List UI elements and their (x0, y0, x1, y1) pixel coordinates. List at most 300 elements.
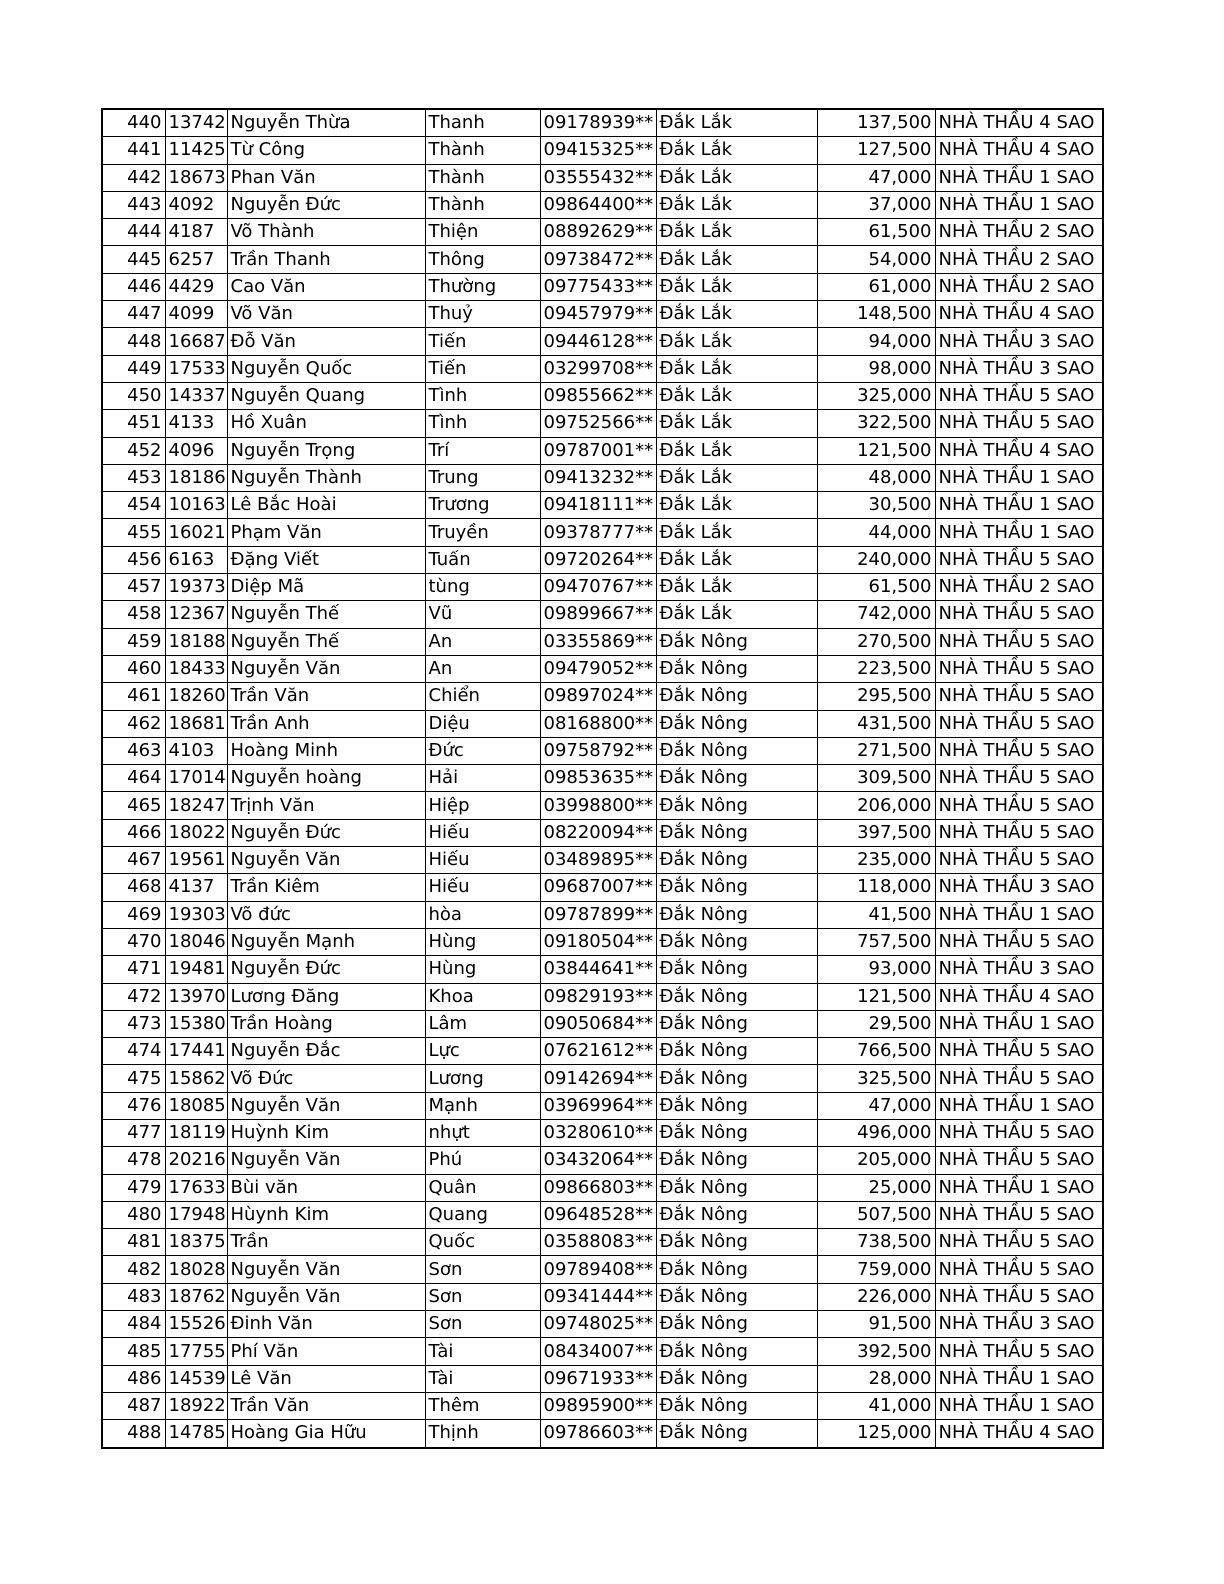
contractor-rank: NHÀ THẦU 5 SAO (935, 765, 1103, 792)
first-name: Thường (425, 273, 540, 300)
last-middle-name: Hồ Xuân (227, 410, 425, 437)
table-row (102, 574, 1103, 601)
first-name: Tình (425, 382, 540, 409)
phone-number: 09413232** (540, 464, 656, 491)
points-amount: 766,500 (817, 1038, 935, 1065)
contractor-rank: NHÀ THẦU 4 SAO (935, 1420, 1103, 1448)
province: Đắk Nông (656, 792, 817, 819)
first-name: Trương (425, 492, 540, 519)
contractor-rank: NHÀ THẦU 1 SAO (935, 1392, 1103, 1419)
contractor-rank: NHÀ THẦU 2 SAO (935, 273, 1103, 300)
phone-number: 09829193** (540, 983, 656, 1010)
table-row (102, 164, 1103, 191)
row-number: 466 (102, 819, 165, 846)
table-row (102, 1256, 1103, 1283)
province: Đắk Nông (656, 683, 817, 710)
last-middle-name: Phạm Văn (227, 519, 425, 546)
contractor-rank: NHÀ THẦU 5 SAO (935, 655, 1103, 682)
member-id: 11425 (165, 137, 227, 164)
table-row (102, 1119, 1103, 1146)
last-middle-name: Hoàng Minh (227, 737, 425, 764)
points-amount: 392,500 (817, 1338, 935, 1365)
points-amount: 295,500 (817, 683, 935, 710)
first-name: Quang (425, 1201, 540, 1228)
row-number: 476 (102, 1092, 165, 1119)
table-row (102, 956, 1103, 983)
phone-number: 09671933** (540, 1365, 656, 1392)
table-row (102, 437, 1103, 464)
row-number: 449 (102, 355, 165, 382)
row-number: 488 (102, 1420, 165, 1448)
phone-number: 09341444** (540, 1283, 656, 1310)
row-number: 472 (102, 983, 165, 1010)
phone-number: 09748025** (540, 1311, 656, 1338)
points-amount: 271,500 (817, 737, 935, 764)
member-id: 13970 (165, 983, 227, 1010)
table-row (102, 874, 1103, 901)
table-row (102, 191, 1103, 218)
contractor-rank: NHÀ THẦU 5 SAO (935, 1038, 1103, 1065)
phone-number: 03280610** (540, 1119, 656, 1146)
row-number: 470 (102, 928, 165, 955)
contractor-rank: NHÀ THẦU 4 SAO (935, 137, 1103, 164)
first-name: Tài (425, 1338, 540, 1365)
member-id: 18681 (165, 710, 227, 737)
member-id: 17014 (165, 765, 227, 792)
last-middle-name: Nguyễn Đắc (227, 1038, 425, 1065)
table-row (102, 464, 1103, 491)
last-middle-name: Nguyễn Mạnh (227, 928, 425, 955)
row-number: 473 (102, 1010, 165, 1037)
table-row (102, 901, 1103, 928)
phone-number: 09787001** (540, 437, 656, 464)
province: Đắk Lắk (656, 137, 817, 164)
contractor-rank: NHÀ THẦU 3 SAO (935, 874, 1103, 901)
phone-number: 09180504** (540, 928, 656, 955)
province: Đắk Nông (656, 1038, 817, 1065)
last-middle-name: Lương Đăng (227, 983, 425, 1010)
table-row (102, 1038, 1103, 1065)
contractor-rank: NHÀ THẦU 2 SAO (935, 219, 1103, 246)
row-number: 463 (102, 737, 165, 764)
phone-number: 03555432** (540, 164, 656, 191)
points-amount: 41,000 (817, 1392, 935, 1419)
phone-number: 09479052** (540, 655, 656, 682)
row-number: 448 (102, 328, 165, 355)
phone-number: 08168800** (540, 710, 656, 737)
first-name: Thêm (425, 1392, 540, 1419)
first-name: Tình (425, 410, 540, 437)
table-row (102, 1201, 1103, 1228)
points-amount: 496,000 (817, 1119, 935, 1146)
table-row (102, 1365, 1103, 1392)
last-middle-name: Trần Kiêm (227, 874, 425, 901)
province: Đắk Lắk (656, 273, 817, 300)
table-row (102, 109, 1103, 137)
points-amount: 41,500 (817, 901, 935, 928)
contractor-rank: NHÀ THẦU 1 SAO (935, 1092, 1103, 1119)
first-name: Quốc (425, 1229, 540, 1256)
row-number: 442 (102, 164, 165, 191)
points-amount: 28,000 (817, 1365, 935, 1392)
province: Đắk Nông (656, 1256, 817, 1283)
contractor-rank: NHÀ THẦU 5 SAO (935, 1147, 1103, 1174)
row-number: 468 (102, 874, 165, 901)
province: Đắk Nông (656, 819, 817, 846)
points-amount: 309,500 (817, 765, 935, 792)
row-number: 479 (102, 1174, 165, 1201)
province: Đắk Lắk (656, 328, 817, 355)
province: Đắk Lắk (656, 410, 817, 437)
contractor-rank: NHÀ THẦU 2 SAO (935, 574, 1103, 601)
points-amount: 235,000 (817, 847, 935, 874)
points-amount: 127,500 (817, 137, 935, 164)
province: Đắk Nông (656, 1119, 817, 1146)
phone-number: 09378777** (540, 519, 656, 546)
member-id: 19303 (165, 901, 227, 928)
member-id: 18046 (165, 928, 227, 955)
row-number: 465 (102, 792, 165, 819)
contractor-rank: NHÀ THẦU 5 SAO (935, 737, 1103, 764)
member-id: 15380 (165, 1010, 227, 1037)
last-middle-name: Phí Văn (227, 1338, 425, 1365)
table-row (102, 710, 1103, 737)
phone-number: 09415325** (540, 137, 656, 164)
row-number: 443 (102, 191, 165, 218)
phone-number: 09864400** (540, 191, 656, 218)
last-middle-name: Hoàng Gia Hữu (227, 1420, 425, 1448)
last-middle-name: Đỗ Văn (227, 328, 425, 355)
last-middle-name: Trịnh Văn (227, 792, 425, 819)
contractor-rank: NHÀ THẦU 3 SAO (935, 355, 1103, 382)
province: Đắk Lắk (656, 355, 817, 382)
first-name: Tài (425, 1365, 540, 1392)
last-middle-name: Nguyễn Quốc (227, 355, 425, 382)
first-name: Lâm (425, 1010, 540, 1037)
phone-number: 09758792** (540, 737, 656, 764)
member-id: 4429 (165, 273, 227, 300)
phone-number: 09895900** (540, 1392, 656, 1419)
contractor-rank: NHÀ THẦU 5 SAO (935, 710, 1103, 737)
last-middle-name: Nguyễn Đức (227, 191, 425, 218)
province: Đắk Lắk (656, 519, 817, 546)
points-amount: 205,000 (817, 1147, 935, 1174)
member-id: 18375 (165, 1229, 227, 1256)
first-name: Thuỷ (425, 301, 540, 328)
member-id: 4099 (165, 301, 227, 328)
contractor-rank: NHÀ THẦU 5 SAO (935, 1229, 1103, 1256)
contractor-rank: NHÀ THẦU 1 SAO (935, 901, 1103, 928)
row-number: 478 (102, 1147, 165, 1174)
phone-number: 09866803** (540, 1174, 656, 1201)
contractor-rank: NHÀ THẦU 1 SAO (935, 464, 1103, 491)
last-middle-name: Nguyễn Văn (227, 655, 425, 682)
table-row (102, 683, 1103, 710)
table-row (102, 628, 1103, 655)
member-id: 13742 (165, 109, 227, 137)
first-name: Vũ (425, 601, 540, 628)
points-amount: 431,500 (817, 710, 935, 737)
phone-number: 09457979** (540, 301, 656, 328)
province: Đắk Lắk (656, 492, 817, 519)
contractor-rank: NHÀ THẦU 1 SAO (935, 1010, 1103, 1037)
first-name: Hiếu (425, 874, 540, 901)
province: Đắk Nông (656, 1229, 817, 1256)
phone-number: 09855662** (540, 382, 656, 409)
last-middle-name: Nguyễn Văn (227, 1256, 425, 1283)
province: Đắk Nông (656, 1010, 817, 1037)
member-id: 16687 (165, 328, 227, 355)
points-amount: 118,000 (817, 874, 935, 901)
points-amount: 742,000 (817, 601, 935, 628)
first-name: hòa (425, 901, 540, 928)
contractor-rank: NHÀ THẦU 5 SAO (935, 1256, 1103, 1283)
row-number: 450 (102, 382, 165, 409)
contractor-rank: NHÀ THẦU 5 SAO (935, 683, 1103, 710)
contractor-rank: NHÀ THẦU 3 SAO (935, 328, 1103, 355)
first-name: Đức (425, 737, 540, 764)
table-row (102, 819, 1103, 846)
table-row (102, 737, 1103, 764)
member-id: 17633 (165, 1174, 227, 1201)
first-name: Phú (425, 1147, 540, 1174)
row-number: 457 (102, 574, 165, 601)
row-number: 469 (102, 901, 165, 928)
last-middle-name: Nguyễn Đức (227, 819, 425, 846)
row-number: 486 (102, 1365, 165, 1392)
phone-number: 09720264** (540, 546, 656, 573)
points-amount: 37,000 (817, 191, 935, 218)
province: Đắk Lắk (656, 382, 817, 409)
member-id: 17533 (165, 355, 227, 382)
contractor-rank: NHÀ THẦU 5 SAO (935, 628, 1103, 655)
row-number: 445 (102, 246, 165, 273)
last-middle-name: Lê Văn (227, 1365, 425, 1392)
table-row (102, 655, 1103, 682)
province: Đắk Nông (656, 628, 817, 655)
province: Đắk Nông (656, 901, 817, 928)
table-row (102, 1338, 1103, 1365)
first-name: Hùng (425, 956, 540, 983)
contractor-rank: NHÀ THẦU 5 SAO (935, 1065, 1103, 1092)
phone-number: 03489895** (540, 847, 656, 874)
first-name: Khoa (425, 983, 540, 1010)
member-id: 18247 (165, 792, 227, 819)
table-row (102, 328, 1103, 355)
points-amount: 91,500 (817, 1311, 935, 1338)
last-middle-name: Võ đức (227, 901, 425, 928)
last-middle-name: Võ Văn (227, 301, 425, 328)
first-name: Tuấn (425, 546, 540, 573)
member-id: 18673 (165, 164, 227, 191)
last-middle-name: Nguyễn Thế (227, 628, 425, 655)
phone-number: 08434007** (540, 1338, 656, 1365)
last-middle-name: Võ Đức (227, 1065, 425, 1092)
points-amount: 121,500 (817, 983, 935, 1010)
first-name: Diệu (425, 710, 540, 737)
first-name: An (425, 655, 540, 682)
first-name: An (425, 628, 540, 655)
member-id: 18433 (165, 655, 227, 682)
phone-number: 03355869** (540, 628, 656, 655)
contractor-rank: NHÀ THẦU 5 SAO (935, 928, 1103, 955)
phone-number: 09050684** (540, 1010, 656, 1037)
row-number: 446 (102, 273, 165, 300)
points-amount: 25,000 (817, 1174, 935, 1201)
first-name: Thanh (425, 109, 540, 137)
province: Đắk Lắk (656, 164, 817, 191)
province: Đắk Nông (656, 765, 817, 792)
contractor-rank: NHÀ THẦU 5 SAO (935, 847, 1103, 874)
points-amount: 325,000 (817, 382, 935, 409)
table-row (102, 1311, 1103, 1338)
province: Đắk Lắk (656, 301, 817, 328)
phone-number: 03299708** (540, 355, 656, 382)
province: Đắk Nông (656, 1365, 817, 1392)
points-amount: 44,000 (817, 519, 935, 546)
last-middle-name: Phan Văn (227, 164, 425, 191)
contractor-rank: NHÀ THẦU 3 SAO (935, 1311, 1103, 1338)
contractor-rank: NHÀ THẦU 5 SAO (935, 546, 1103, 573)
province: Đắk Nông (656, 874, 817, 901)
member-id: 20216 (165, 1147, 227, 1174)
last-middle-name: Nguyễn Văn (227, 1147, 425, 1174)
last-middle-name: Đinh Văn (227, 1311, 425, 1338)
member-id: 18922 (165, 1392, 227, 1419)
province: Đắk Nông (656, 1174, 817, 1201)
table-row (102, 1010, 1103, 1037)
contractor-rank: NHÀ THẦU 5 SAO (935, 819, 1103, 846)
row-number: 485 (102, 1338, 165, 1365)
phone-number: 03998800** (540, 792, 656, 819)
first-name: Thành (425, 137, 540, 164)
points-amount: 98,000 (817, 355, 935, 382)
table-row (102, 546, 1103, 573)
first-name: Lương (425, 1065, 540, 1092)
first-name: Thành (425, 164, 540, 191)
member-id: 19481 (165, 956, 227, 983)
first-name: Hiếu (425, 819, 540, 846)
first-name: Lực (425, 1038, 540, 1065)
table-row (102, 355, 1103, 382)
member-id: 18188 (165, 628, 227, 655)
first-name: Hùng (425, 928, 540, 955)
member-id: 4187 (165, 219, 227, 246)
member-id: 10163 (165, 492, 227, 519)
phone-number: 03432064** (540, 1147, 656, 1174)
table-row (102, 301, 1103, 328)
last-middle-name: Diệp Mã (227, 574, 425, 601)
first-name: Sơn (425, 1283, 540, 1310)
points-amount: 94,000 (817, 328, 935, 355)
phone-number: 03969964** (540, 1092, 656, 1119)
province: Đắk Nông (656, 1311, 817, 1338)
first-name: Hiệp (425, 792, 540, 819)
last-middle-name: Nguyễn Văn (227, 1092, 425, 1119)
contractor-rank: NHÀ THẦU 4 SAO (935, 301, 1103, 328)
phone-number: 09470767** (540, 574, 656, 601)
row-number: 483 (102, 1283, 165, 1310)
row-number: 462 (102, 710, 165, 737)
province: Đắk Lắk (656, 191, 817, 218)
points-amount: 322,500 (817, 410, 935, 437)
province: Đắk Nông (656, 928, 817, 955)
contractor-rank: NHÀ THẦU 1 SAO (935, 519, 1103, 546)
row-number: 455 (102, 519, 165, 546)
province: Đắk Nông (656, 1283, 817, 1310)
phone-number: 09786603** (540, 1420, 656, 1448)
table-row (102, 137, 1103, 164)
member-id: 4137 (165, 874, 227, 901)
contractor-rank: NHÀ THẦU 5 SAO (935, 1119, 1103, 1146)
first-name: Trung (425, 464, 540, 491)
table-row (102, 410, 1103, 437)
points-amount: 61,500 (817, 219, 935, 246)
table-row (102, 792, 1103, 819)
points-amount: 223,500 (817, 655, 935, 682)
last-middle-name: Nguyễn Trọng (227, 437, 425, 464)
table-row (102, 1147, 1103, 1174)
points-amount: 47,000 (817, 164, 935, 191)
member-id: 19373 (165, 574, 227, 601)
province: Đắk Nông (656, 956, 817, 983)
contractor-rank: NHÀ THẦU 4 SAO (935, 983, 1103, 1010)
row-number: 454 (102, 492, 165, 519)
contractor-rank: NHÀ THẦU 5 SAO (935, 1201, 1103, 1228)
points-amount: 206,000 (817, 792, 935, 819)
table-row (102, 1283, 1103, 1310)
province: Đắk Nông (656, 737, 817, 764)
last-middle-name: Nguyễn Thừa (227, 109, 425, 137)
first-name: Truyền (425, 519, 540, 546)
province: Đắk Nông (656, 1147, 817, 1174)
row-number: 474 (102, 1038, 165, 1065)
contractor-rank: NHÀ THẦU 5 SAO (935, 382, 1103, 409)
province: Đắk Lắk (656, 601, 817, 628)
points-amount: 47,000 (817, 1092, 935, 1119)
province: Đắk Nông (656, 1065, 817, 1092)
last-middle-name: Đặng Viết (227, 546, 425, 573)
row-number: 480 (102, 1201, 165, 1228)
phone-number: 09418111** (540, 492, 656, 519)
member-id: 4133 (165, 410, 227, 437)
row-number: 467 (102, 847, 165, 874)
row-number: 451 (102, 410, 165, 437)
row-number: 452 (102, 437, 165, 464)
table-row (102, 765, 1103, 792)
contractor-rank: NHÀ THẦU 1 SAO (935, 164, 1103, 191)
member-id: 18022 (165, 819, 227, 846)
last-middle-name: Trần Văn (227, 683, 425, 710)
points-amount: 240,000 (817, 546, 935, 573)
last-middle-name: Huỳnh Kim (227, 1119, 425, 1146)
member-id: 16021 (165, 519, 227, 546)
member-id: 4096 (165, 437, 227, 464)
points-amount: 54,000 (817, 246, 935, 273)
phone-number: 08892629** (540, 219, 656, 246)
row-number: 440 (102, 109, 165, 137)
last-middle-name: Từ Công (227, 137, 425, 164)
phone-number: 08220094** (540, 819, 656, 846)
table-row (102, 1092, 1103, 1119)
member-id: 14785 (165, 1420, 227, 1448)
first-name: Thiện (425, 219, 540, 246)
points-amount: 61,000 (817, 273, 935, 300)
province: Đắk Nông (656, 983, 817, 1010)
phone-number: 09178939** (540, 109, 656, 137)
member-id: 15862 (165, 1065, 227, 1092)
last-middle-name: Nguyễn Thế (227, 601, 425, 628)
